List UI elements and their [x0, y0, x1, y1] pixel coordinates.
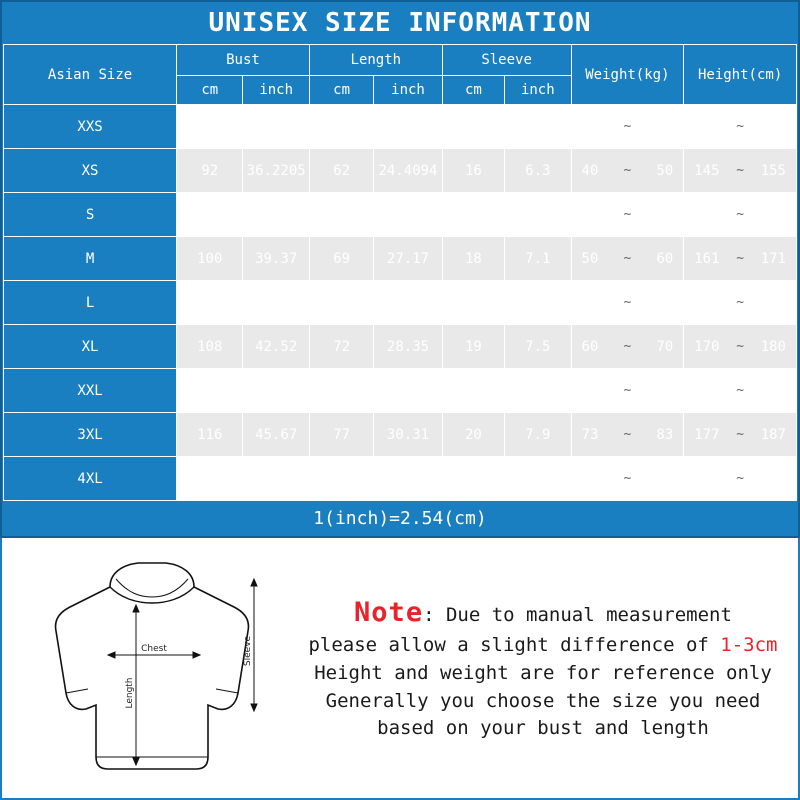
chest-label: Chest	[141, 644, 167, 654]
table-row	[4, 413, 797, 457]
table-row	[4, 369, 797, 413]
col-header-sleeve-cm: cm	[442, 76, 504, 105]
cell-height-separator: ~	[736, 163, 745, 178]
cell-weight-min: 67	[581, 382, 599, 399]
col-header-sleeve: Sleeve	[442, 45, 571, 76]
cell-height-max: 155	[760, 162, 786, 179]
cell-sleeve-inch: 8.3	[505, 457, 571, 501]
cell-sleeve-cm: 18	[442, 281, 504, 325]
cell-weight	[571, 281, 684, 325]
cell-sleeve-cm: 21	[442, 457, 504, 501]
cell-weight	[571, 149, 684, 193]
cell-height	[684, 413, 797, 457]
cell-height	[684, 149, 797, 193]
page-title: UNISEX SIZE INFORMATION	[208, 8, 592, 38]
measurement-diagram	[2, 543, 302, 793]
cell-length-inch: 27.17	[374, 237, 442, 281]
cell-sleeve-cm: 19	[442, 325, 504, 369]
col-header-sleeve-inch: inch	[505, 76, 571, 105]
cell-height	[684, 105, 797, 149]
table-row	[4, 193, 797, 237]
cell-length-cm: 77	[309, 413, 373, 457]
cell-sleeve-cm: 16	[442, 149, 504, 193]
cell-bust-inch: 34.6457	[243, 105, 309, 149]
table-row	[4, 105, 797, 149]
cell-weight-min: 50	[581, 250, 599, 267]
cell-height-separator: ~	[736, 207, 745, 222]
sleeve-label: Sleeve	[243, 635, 253, 667]
cell-height-max: 165	[760, 206, 786, 223]
cell-sleeve-cm: 18	[442, 237, 504, 281]
cell-size: M	[4, 237, 177, 281]
cell-bust-cm: 108	[177, 325, 243, 369]
cell-bust-cm: 116	[177, 413, 243, 457]
cell-length-inch: 31.1	[374, 457, 442, 501]
cell-weight	[571, 325, 684, 369]
cell-weight-max: 50	[656, 162, 674, 179]
note-heading: Note	[354, 597, 424, 629]
cell-height	[684, 369, 797, 413]
cell-weight	[571, 369, 684, 413]
cell-weight-min: 80	[581, 470, 599, 487]
col-header-bust: Bust	[177, 45, 310, 76]
cell-weight-max: 70	[656, 338, 674, 355]
cell-height-max: 145	[760, 118, 786, 135]
cell-length-inch: 29.53	[374, 369, 442, 413]
cell-sleeve-cm: 20	[442, 369, 504, 413]
cell-length-inch: 24.4094	[374, 149, 442, 193]
length-label: Length	[125, 677, 135, 709]
cell-length-inch: 27.95	[374, 281, 442, 325]
note-panel	[0, 538, 800, 800]
cell-height-min: 170	[694, 338, 720, 355]
cell-height-min: 135	[694, 118, 720, 135]
cell-bust-inch: 44.09	[243, 369, 309, 413]
cell-height-separator: ~	[736, 339, 745, 354]
cell-height-separator: ~	[736, 471, 745, 486]
cell-weight-separator: ~	[623, 251, 632, 266]
col-header-height: Height(cm)	[684, 45, 797, 105]
cell-sleeve-inch: 5.9	[505, 105, 571, 149]
cell-bust-cm: 104	[177, 281, 243, 325]
col-header-size: Asian Size	[4, 45, 177, 105]
shirt-illustration	[2, 543, 302, 793]
cell-weight	[571, 457, 684, 501]
cell-height-min: 173	[694, 382, 720, 399]
cell-bust-inch: 39.37	[243, 237, 309, 281]
cell-weight-max: 60	[656, 250, 674, 267]
cell-height-min: 145	[694, 162, 720, 179]
cell-height-separator: ~	[736, 119, 745, 134]
cell-weight-max: 77	[656, 382, 674, 399]
cell-size: L	[4, 281, 177, 325]
cell-bust-cm: 112	[177, 369, 243, 413]
cell-sleeve-cm: 17	[442, 193, 504, 237]
cell-bust-cm: 96	[177, 193, 243, 237]
cell-height-separator: ~	[736, 427, 745, 442]
cell-bust-cm: 92	[177, 149, 243, 193]
cell-height-max: 187	[760, 426, 786, 443]
cell-weight	[571, 105, 684, 149]
cell-height	[684, 457, 797, 501]
note-tolerance: 1-3cm	[720, 634, 778, 657]
note-text-block	[302, 593, 798, 742]
col-header-length-cm: cm	[309, 76, 373, 105]
cell-size: XS	[4, 149, 177, 193]
cell-height-min: 155	[694, 206, 720, 223]
cell-length-inch: 25.2	[374, 193, 442, 237]
cell-height	[684, 325, 797, 369]
cell-height-separator: ~	[736, 295, 745, 310]
cell-bust-inch: 47.24	[243, 457, 309, 501]
cell-sleeve-cm: 15	[442, 105, 504, 149]
cell-weight-separator: ~	[623, 427, 632, 442]
cell-height	[684, 281, 797, 325]
cell-height-min: 161	[694, 250, 720, 267]
cell-height-max: 183	[760, 382, 786, 399]
cell-size: XXL	[4, 369, 177, 413]
cell-weight-min: 45	[581, 206, 599, 223]
cell-size: S	[4, 193, 177, 237]
cell-height-min: 177	[694, 426, 720, 443]
cell-weight	[571, 193, 684, 237]
cell-sleeve-inch: 6.7	[505, 193, 571, 237]
cell-weight-min: 35	[581, 118, 599, 135]
cell-weight-max: 55	[656, 206, 674, 223]
cell-sleeve-inch: 7.9	[505, 413, 571, 457]
cell-length-cm: 69	[309, 237, 373, 281]
cell-height-min: 183	[694, 470, 720, 487]
note-line-1-text: : Due to manual measurement	[423, 604, 732, 627]
cell-length-cm: 72	[309, 325, 373, 369]
cell-weight	[571, 237, 684, 281]
cell-height	[684, 193, 797, 237]
cell-weight-min: 60	[581, 338, 599, 355]
cell-length-cm: 62	[309, 149, 373, 193]
cell-height	[684, 237, 797, 281]
cell-weight-max: 90	[656, 470, 674, 487]
col-header-length: Length	[309, 45, 442, 76]
cell-size: XXS	[4, 105, 177, 149]
cell-weight-max: 65	[656, 294, 674, 311]
cell-size: 3XL	[4, 413, 177, 457]
note-line-5: based on your bust and length	[377, 717, 709, 740]
cell-weight-separator: ~	[623, 339, 632, 354]
col-header-bust-cm: cm	[177, 76, 243, 105]
note-line-3: Height and weight are for reference only	[314, 662, 772, 685]
cell-sleeve-inch: 7.5	[505, 325, 571, 369]
cell-weight-separator: ~	[623, 383, 632, 398]
table-row	[4, 281, 797, 325]
cell-weight-min: 55	[581, 294, 599, 311]
col-header-length-inch: inch	[374, 76, 442, 105]
cell-weight	[571, 413, 684, 457]
cell-weight-separator: ~	[623, 295, 632, 310]
table-row	[4, 325, 797, 369]
table-row	[4, 149, 797, 193]
cell-weight-max: 83	[656, 426, 674, 443]
cell-weight-separator: ~	[623, 119, 632, 134]
cell-weight-max: 45	[656, 118, 674, 135]
cell-weight-separator: ~	[623, 163, 632, 178]
cell-length-cm: 64	[309, 193, 373, 237]
note-line-2	[302, 632, 784, 660]
col-header-weight: Weight(kg)	[571, 45, 684, 105]
cell-bust-inch: 45.67	[243, 413, 309, 457]
cell-bust-cm: 100	[177, 237, 243, 281]
cell-height-separator: ~	[736, 251, 745, 266]
cell-sleeve-cm: 20	[442, 413, 504, 457]
cell-sleeve-inch: 7.5	[505, 369, 571, 413]
unit-conversion-text: 1(inch)=2.54(cm)	[313, 508, 487, 529]
note-line-1	[302, 593, 784, 632]
cell-length-cm: 75	[309, 369, 373, 413]
cell-length-cm: 79	[309, 457, 373, 501]
cell-length-cm: 60	[309, 105, 373, 149]
cell-sleeve-inch: 7.1	[505, 281, 571, 325]
cell-bust-cm: 88	[177, 105, 243, 149]
size-table-body	[4, 105, 797, 501]
cell-bust-inch: 42.52	[243, 325, 309, 369]
cell-weight-min: 40	[581, 162, 599, 179]
cell-length-inch: 30.31	[374, 413, 442, 457]
table-row	[4, 237, 797, 281]
cell-height-max: 193	[760, 470, 786, 487]
note-line-2-text: please allow a slight difference of	[308, 634, 721, 657]
size-table	[3, 44, 797, 501]
cell-length-inch: 23.622	[374, 105, 442, 149]
cell-weight-separator: ~	[623, 471, 632, 486]
cell-size: 4XL	[4, 457, 177, 501]
cell-bust-cm: 120	[177, 457, 243, 501]
cell-height-max: 180	[760, 338, 786, 355]
cell-weight-separator: ~	[623, 207, 632, 222]
cell-height-min: 165	[694, 294, 720, 311]
cell-sleeve-inch: 7.1	[505, 237, 571, 281]
cell-size: XL	[4, 325, 177, 369]
cell-bust-inch: 36.2205	[243, 149, 309, 193]
table-row	[4, 457, 797, 501]
unit-conversion-note	[2, 501, 798, 537]
cell-height-max: 175	[760, 294, 786, 311]
cell-bust-inch: 37.8	[243, 193, 309, 237]
cell-length-inch: 28.35	[374, 325, 442, 369]
col-header-bust-inch: inch	[243, 76, 309, 105]
cell-bust-inch: 40.94	[243, 281, 309, 325]
cell-height-max: 171	[760, 250, 786, 267]
cell-weight-min: 73	[581, 426, 599, 443]
note-line-4: Generally you choose the size you need	[325, 689, 761, 712]
cell-sleeve-inch: 6.3	[505, 149, 571, 193]
cell-length-cm: 71	[309, 281, 373, 325]
cell-height-separator: ~	[736, 383, 745, 398]
